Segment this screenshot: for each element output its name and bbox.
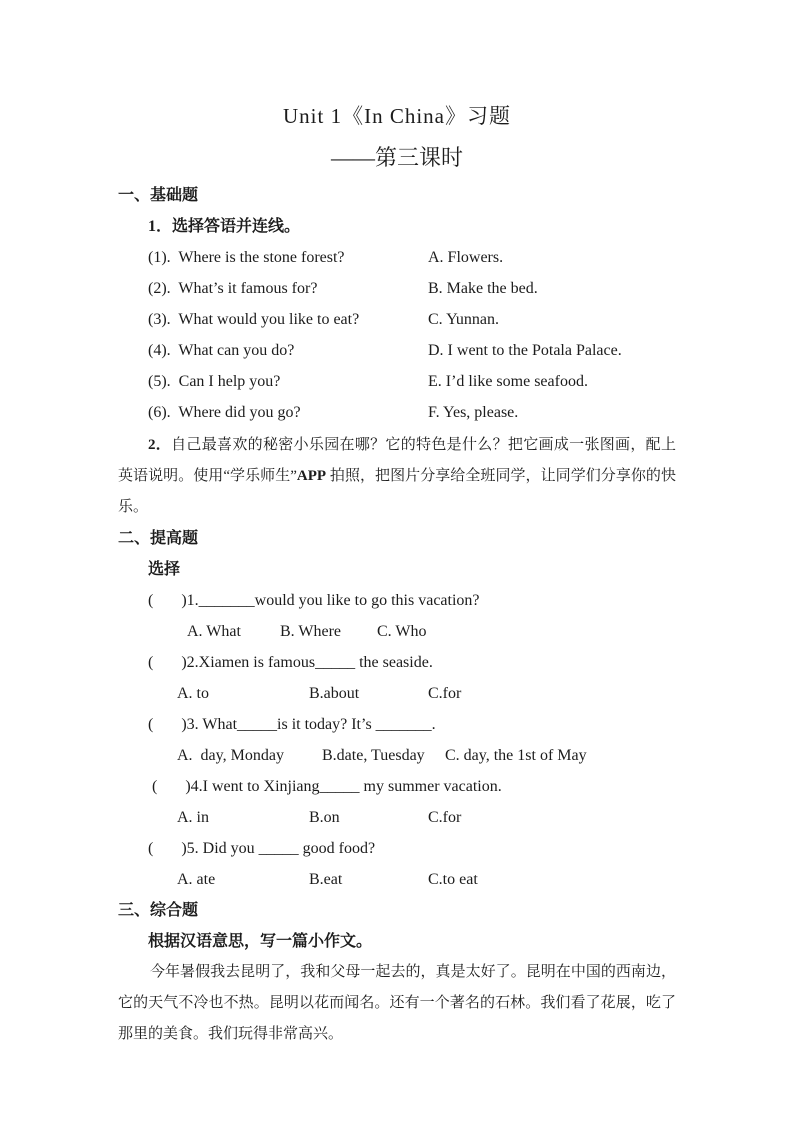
question-stem: ( )4.I went to Xinjiang_____ my summer vacation. bbox=[148, 778, 502, 795]
matching-answer: B. Make the bed. bbox=[428, 280, 538, 297]
matching-row bbox=[118, 304, 676, 335]
option-c: C.for bbox=[428, 685, 462, 702]
option-a: A. day, Monday bbox=[177, 747, 284, 764]
option-c: C.to eat bbox=[428, 871, 478, 888]
matching-question: (4). What can you do? bbox=[148, 342, 295, 359]
option-c: C. Who bbox=[377, 623, 427, 640]
doc-subtitle: ——第三课时 bbox=[330, 145, 463, 170]
matching-answer: C. Yunnan. bbox=[428, 311, 499, 328]
option-a: A. What bbox=[187, 623, 241, 640]
option-b: B.on bbox=[309, 809, 340, 826]
matching-answer: A. Flowers. bbox=[428, 249, 504, 266]
options-row bbox=[118, 864, 676, 895]
matching-question: (5). Can I help you? bbox=[148, 373, 281, 390]
matching-row bbox=[118, 366, 676, 397]
option-b: B. Where bbox=[280, 623, 342, 640]
options-row bbox=[118, 678, 676, 709]
task2-number: 2． bbox=[148, 437, 172, 453]
option-a: A. ate bbox=[177, 871, 216, 888]
question-stem: ( )3. What_____is it today? It’s _______. bbox=[148, 716, 436, 733]
essay-text: 今年暑假我去昆明了，我和父母一起去的，真是太好了。昆明在中国的西南边，它的天气不冷也不热。昆明以花而闻名。还有一个著名的石林。我们看了花展，吃了那里的美食。我们玩得非常高兴。 bbox=[118, 964, 676, 1042]
matching-row bbox=[118, 397, 676, 428]
matching-answer: F. Yes, please. bbox=[428, 404, 519, 421]
option-a: A. in bbox=[177, 809, 209, 826]
question-stem: ( )2.Xiamen is famous_____ the seaside. bbox=[148, 654, 433, 671]
section-basic-heading: 一、基础题 bbox=[118, 187, 199, 204]
matching-question: (3). What would you like to eat? bbox=[148, 311, 360, 328]
task1-label: 1．选择答语并连线。 bbox=[148, 218, 301, 235]
matching-row bbox=[118, 273, 676, 304]
option-a: A. to bbox=[177, 685, 209, 702]
essay-instruction: 根据汉语意思，写一篇小作文。 bbox=[148, 933, 373, 950]
option-c: C.for bbox=[428, 809, 462, 826]
section-improve-heading: 二、提高题 bbox=[118, 530, 199, 547]
option-b: B.date, Tuesday bbox=[322, 747, 425, 764]
doc-title: Unit 1《In China》习题 bbox=[283, 104, 511, 128]
task2-text-after: 拍照，把图片分享给全班同学，让同学们分享你的快乐。 bbox=[118, 468, 676, 515]
options-row bbox=[118, 616, 676, 647]
matching-answer: E. I’d like some seafood. bbox=[428, 373, 588, 390]
task2-text bbox=[118, 430, 676, 523]
option-b: B.about bbox=[309, 685, 360, 702]
matching-question: (6). Where did you go? bbox=[148, 404, 301, 421]
options-row bbox=[118, 740, 676, 771]
matching-row bbox=[118, 242, 676, 273]
question-stem: ( )5. Did you _____ good food? bbox=[148, 840, 376, 857]
question-stem: ( )1._______would you like to go this vacation? bbox=[148, 592, 480, 609]
matching-question: (2). What’s it famous for? bbox=[148, 280, 318, 297]
task2-app-word: APP bbox=[296, 468, 327, 484]
task2-text-before: 自己最喜欢的秘密小乐园在哪？它的特色是什么？把它画成一张图画，配上英语说明。使用“学乐师生” bbox=[118, 437, 676, 484]
matching-question: (1). Where is the stone forest? bbox=[148, 249, 345, 266]
options-row bbox=[118, 802, 676, 833]
matching-row bbox=[118, 335, 676, 366]
section-comprehensive-heading: 三、综合题 bbox=[118, 902, 199, 919]
option-b: B.eat bbox=[309, 871, 343, 888]
choose-label: 选择 bbox=[148, 561, 181, 578]
matching-answer: D. I went to the Potala Palace. bbox=[428, 342, 622, 359]
option-c: C. day, the 1st of May bbox=[445, 747, 587, 764]
